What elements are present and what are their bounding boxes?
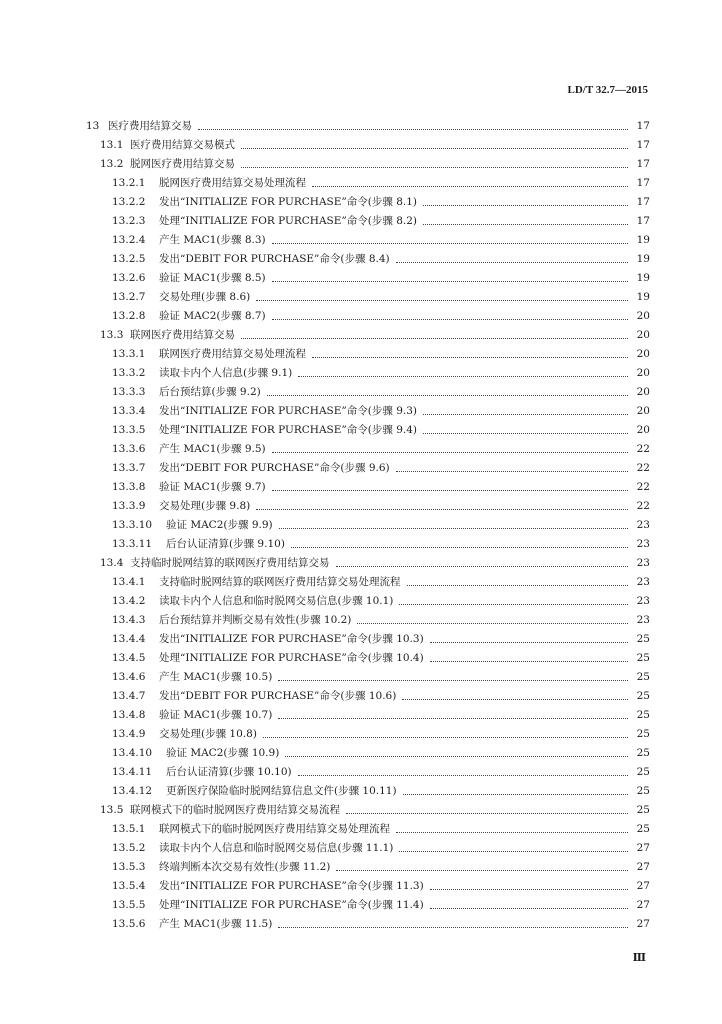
toc-entry[interactable]	[0, 725, 722, 744]
toc-entry-title: 验证 MAC1(步骤 8.5)	[159, 272, 266, 284]
toc-entry-number: 13.4	[100, 557, 124, 569]
toc-entry-number: 13.4.4	[112, 633, 146, 645]
toc-entry-page: 27	[636, 880, 650, 892]
toc-leader-dots	[272, 440, 628, 453]
toc-entry-page: 25	[636, 690, 650, 702]
toc-entry-page: 22	[636, 500, 650, 512]
toc-entry-title: 产生 MAC1(步骤 10.5)	[159, 671, 273, 683]
toc-entry-page: 25	[636, 633, 650, 645]
toc-entry-number: 13.3	[100, 329, 124, 341]
toc-entry[interactable]	[0, 839, 722, 858]
toc-entry-title: 后台预结算(步骤 9.2)	[159, 386, 261, 398]
toc-entry[interactable]	[0, 364, 722, 383]
toc-entry-number: 13.3.7	[112, 462, 146, 474]
toc-entry-title: 发出“INITIALIZE FOR PURCHASE”命令(步骤 9.3)	[159, 405, 418, 417]
toc-entry-number: 13.2.3	[112, 215, 146, 227]
toc-leader-dots	[399, 839, 628, 852]
toc-entry-title: 读取卡内个人信息(步骤 9.1)	[159, 367, 293, 379]
toc-entry-page: 25	[636, 728, 650, 740]
toc-entry-number: 13	[86, 120, 100, 132]
toc-entry-page: 19	[636, 272, 650, 284]
toc-entry[interactable]	[0, 478, 722, 497]
toc-entry-page: 25	[636, 671, 650, 683]
toc-entry-number: 13.3.11	[112, 538, 153, 550]
toc-entry-number: 13.5.5	[112, 899, 146, 911]
toc-leader-dots	[272, 478, 628, 491]
toc-entry[interactable]	[0, 231, 722, 250]
toc-entry-number: 13.5	[100, 804, 124, 816]
toc-entry[interactable]	[0, 307, 722, 326]
toc-entry[interactable]	[0, 649, 722, 668]
toc-leader-dots	[423, 402, 628, 415]
toc-leader-dots	[423, 421, 628, 434]
toc-entry-title: 验证 MAC2(步骤 10.9)	[166, 747, 280, 759]
toc-leader-dots	[399, 592, 628, 605]
toc-leader-dots	[336, 858, 628, 871]
toc-entry-title: 产生 MAC1(步骤 8.3)	[159, 234, 266, 246]
toc-entry-number: 13.2.4	[112, 234, 146, 246]
toc-entry-title: 终端判断本次交易有效性(步骤 11.2)	[159, 861, 331, 873]
toc-leader-dots	[396, 459, 628, 472]
toc-entry[interactable]	[0, 706, 722, 725]
toc-entry-title: 交易处理(步骤 9.8)	[159, 500, 251, 512]
toc-entry-number: 13.2.6	[112, 272, 146, 284]
toc-entry[interactable]	[0, 250, 722, 269]
toc-leader-dots	[336, 554, 628, 567]
toc-entry[interactable]	[0, 535, 722, 554]
toc-entry-number: 13.2.8	[112, 310, 146, 322]
toc-entry-page: 23	[636, 538, 650, 550]
toc-entry-title: 联网模式下的临时脱网医疗费用结算交易处理流程	[159, 823, 390, 835]
toc-entry-page: 20	[636, 405, 650, 417]
toc-entry[interactable]	[0, 554, 722, 573]
toc-entry-title: 医疗费用结算交易	[108, 120, 192, 132]
toc-leader-dots	[407, 573, 628, 586]
toc-entry[interactable]	[0, 573, 722, 592]
toc-entry-title: 发出“DEBIT FOR PURCHASE”命令(步骤 10.6)	[159, 690, 397, 702]
toc-entry-title: 联网医疗费用结算交易	[130, 329, 235, 341]
toc-entry-title: 验证 MAC1(步骤 10.7)	[159, 709, 273, 721]
toc-leader-dots	[396, 820, 628, 833]
toc-entry-page: 27	[636, 861, 650, 873]
toc-entry[interactable]	[0, 269, 722, 288]
toc-leader-dots	[267, 383, 628, 396]
toc-leader-dots	[272, 307, 628, 320]
toc-entry-number: 13.3.3	[112, 386, 146, 398]
toc-entry-title: 验证 MAC2(步骤 9.9)	[166, 519, 273, 531]
toc-leader-dots	[278, 706, 628, 719]
toc-leader-dots	[346, 801, 628, 814]
toc-entry-title: 发出“DEBIT FOR PURCHASE”命令(步骤 8.4)	[159, 253, 390, 265]
toc-entry-page: 27	[636, 842, 650, 854]
toc-entry-page: 23	[636, 519, 650, 531]
toc-leader-dots	[285, 744, 628, 757]
toc-entry-title: 处理“INITIALIZE FOR PURCHASE”命令(步骤 11.4)	[159, 899, 424, 911]
toc-entry[interactable]	[0, 155, 722, 174]
table-of-contents	[0, 117, 722, 934]
toc-entry-number: 13.5.3	[112, 861, 146, 873]
toc-entry-number: 13.2.1	[112, 177, 146, 189]
toc-entry[interactable]	[0, 915, 722, 934]
toc-entry-number: 13.4.9	[112, 728, 146, 740]
toc-leader-dots	[430, 630, 628, 643]
toc-entry-page: 20	[636, 310, 650, 322]
toc-entry-number: 13.4.6	[112, 671, 146, 683]
toc-entry-page: 22	[636, 443, 650, 455]
toc-entry[interactable]	[0, 402, 722, 421]
toc-entry[interactable]	[0, 193, 722, 212]
toc-leader-dots	[298, 364, 628, 377]
toc-entry-title: 发出“INITIALIZE FOR PURCHASE”命令(步骤 11.3)	[159, 880, 424, 892]
toc-entry[interactable]	[0, 801, 722, 820]
toc-entry[interactable]	[0, 288, 722, 307]
toc-entry-title: 支持临时脱网结算的联网医疗费用结算交易处理流程	[159, 576, 401, 588]
toc-leader-dots	[241, 155, 628, 168]
toc-entry-page: 25	[636, 652, 650, 664]
toc-entry[interactable]	[0, 174, 722, 193]
toc-entry-title: 读取卡内个人信息和临时脱网交易信息(步骤 11.1)	[159, 842, 394, 854]
toc-entry-number: 13.4.1	[112, 576, 146, 588]
toc-entry[interactable]	[0, 782, 722, 801]
toc-leader-dots	[423, 193, 628, 206]
toc-entry-title: 交易处理(步骤 8.6)	[159, 291, 251, 303]
toc-entry-title: 处理“INITIALIZE FOR PURCHASE”命令(步骤 8.2)	[159, 215, 418, 227]
toc-leader-dots	[423, 212, 628, 225]
toc-entry-title: 产生 MAC1(步骤 9.5)	[159, 443, 266, 455]
toc-entry[interactable]	[0, 858, 722, 877]
toc-leader-dots	[430, 649, 628, 662]
toc-entry-number: 13.1	[100, 139, 124, 151]
toc-entry-page: 23	[636, 557, 650, 569]
toc-entry-page: 17	[636, 177, 650, 189]
toc-entry-page: 27	[636, 918, 650, 930]
toc-entry-number: 13.2.7	[112, 291, 146, 303]
toc-entry-page: 17	[636, 215, 650, 227]
toc-entry-page: 27	[636, 899, 650, 911]
toc-entry[interactable]	[0, 763, 722, 782]
toc-leader-dots	[278, 915, 628, 928]
toc-leader-dots	[198, 117, 628, 130]
toc-entry-title: 支持临时脱网结算的联网医疗费用结算交易	[130, 557, 330, 569]
toc-leader-dots	[396, 250, 628, 263]
toc-entry[interactable]	[0, 383, 722, 402]
toc-leader-dots	[256, 288, 628, 301]
toc-entry-number: 13.4.3	[112, 614, 146, 626]
toc-leader-dots	[312, 345, 628, 358]
toc-entry-number: 13.3.1	[112, 348, 146, 360]
toc-entry[interactable]	[0, 459, 722, 478]
toc-entry[interactable]	[0, 440, 722, 459]
toc-entry-page: 25	[636, 823, 650, 835]
toc-entry-title: 交易处理(步骤 10.8)	[159, 728, 257, 740]
toc-entry-title: 验证 MAC2(步骤 8.7)	[159, 310, 266, 322]
toc-entry[interactable]	[0, 117, 722, 136]
toc-entry-page: 25	[636, 785, 650, 797]
toc-entry[interactable]	[0, 744, 722, 763]
toc-entry-page: 20	[636, 386, 650, 398]
toc-entry-title: 处理“INITIALIZE FOR PURCHASE”命令(步骤 10.4)	[159, 652, 424, 664]
toc-entry[interactable]	[0, 421, 722, 440]
toc-entry-page: 25	[636, 747, 650, 759]
toc-entry[interactable]	[0, 516, 722, 535]
toc-leader-dots	[256, 497, 628, 510]
toc-entry-title: 联网医疗费用结算交易处理流程	[159, 348, 306, 360]
toc-entry-number: 13.3.10	[112, 519, 153, 531]
toc-entry-title: 脱网医疗费用结算交易处理流程	[159, 177, 306, 189]
toc-leader-dots	[430, 877, 628, 890]
toc-entry-title: 读取卡内个人信息和临时脱网交易信息(步骤 10.1)	[159, 595, 394, 607]
toc-entry-page: 20	[636, 348, 650, 360]
toc-entry-page: 19	[636, 234, 650, 246]
toc-entry[interactable]	[0, 611, 722, 630]
toc-leader-dots	[263, 725, 628, 738]
toc-leader-dots	[312, 174, 628, 187]
toc-entry-number: 13.3.2	[112, 367, 146, 379]
toc-leader-dots	[241, 136, 628, 149]
toc-entry-page: 17	[636, 158, 650, 170]
toc-leader-dots	[298, 763, 628, 776]
toc-entry-title: 医疗费用结算交易模式	[130, 139, 235, 151]
toc-entry-page: 19	[636, 291, 650, 303]
toc-leader-dots	[279, 516, 628, 529]
toc-leader-dots	[291, 535, 628, 548]
toc-entry-title: 更新医疗保险临时脱网结算信息文件(步骤 10.11)	[166, 785, 397, 797]
toc-entry[interactable]	[0, 668, 722, 687]
toc-leader-dots	[430, 896, 628, 909]
toc-entry-page: 23	[636, 595, 650, 607]
toc-entry-title: 发出“DEBIT FOR PURCHASE”命令(步骤 9.6)	[159, 462, 390, 474]
toc-entry-title: 发出“INITIALIZE FOR PURCHASE”命令(步骤 8.1)	[159, 196, 418, 208]
toc-entry-number: 13.4.2	[112, 595, 146, 607]
toc-entry[interactable]	[0, 212, 722, 231]
toc-entry-number: 13.4.8	[112, 709, 146, 721]
toc-entry-number: 13.4.7	[112, 690, 146, 702]
toc-entry[interactable]	[0, 345, 722, 364]
toc-leader-dots	[403, 782, 628, 795]
toc-entry-title: 发出“INITIALIZE FOR PURCHASE”命令(步骤 10.3)	[159, 633, 424, 645]
toc-entry-page: 17	[636, 196, 650, 208]
toc-entry-number: 13.4.10	[112, 747, 153, 759]
toc-leader-dots	[272, 231, 628, 244]
toc-entry-title: 后台预结算并判断交易有效性(步骤 10.2)	[159, 614, 352, 626]
toc-leader-dots	[402, 687, 628, 700]
toc-entry-number: 13.5.1	[112, 823, 146, 835]
toc-entry-number: 13.4.11	[112, 766, 153, 778]
toc-entry[interactable]	[0, 136, 722, 155]
toc-leader-dots	[241, 326, 628, 339]
toc-leader-dots	[278, 668, 628, 681]
toc-entry-number: 13.4.12	[112, 785, 153, 797]
toc-entry-page: 22	[636, 481, 650, 493]
toc-entry-number: 13.3.8	[112, 481, 146, 493]
toc-entry[interactable]	[0, 592, 722, 611]
toc-entry-title: 处理“INITIALIZE FOR PURCHASE”命令(步骤 9.4)	[159, 424, 418, 436]
toc-entry-page: 25	[636, 804, 650, 816]
page-number: Ⅲ	[632, 952, 646, 964]
toc-entry-title: 后台认证清算(步骤 10.10)	[166, 766, 292, 778]
toc-entry-page: 20	[636, 329, 650, 341]
toc-entry-page: 25	[636, 709, 650, 721]
toc-entry-page: 22	[636, 462, 650, 474]
toc-entry[interactable]	[0, 497, 722, 516]
document-code: LD/T 32.7—2015	[567, 84, 648, 96]
toc-entry-page: 25	[636, 766, 650, 778]
toc-entry[interactable]	[0, 820, 722, 839]
toc-entry-page: 20	[636, 367, 650, 379]
toc-entry-page: 17	[636, 120, 650, 132]
toc-entry-number: 13.2.5	[112, 253, 146, 265]
toc-entry-number: 13.3.9	[112, 500, 146, 512]
toc-entry[interactable]	[0, 687, 722, 706]
toc-entry-page: 17	[636, 139, 650, 151]
toc-entry-title: 脱网医疗费用结算交易	[130, 158, 235, 170]
toc-entry-number: 13.2.2	[112, 196, 146, 208]
toc-entry[interactable]	[0, 326, 722, 345]
toc-entry-page: 20	[636, 424, 650, 436]
toc-entry-number: 13.2	[100, 158, 124, 170]
toc-entry[interactable]	[0, 896, 722, 915]
toc-entry-page: 19	[636, 253, 650, 265]
toc-entry-number: 13.3.6	[112, 443, 146, 455]
toc-entry-number: 13.5.6	[112, 918, 146, 930]
toc-entry-page: 23	[636, 614, 650, 626]
toc-entry-number: 13.3.4	[112, 405, 146, 417]
toc-entry-title: 联网模式下的临时脱网医疗费用结算交易流程	[130, 804, 340, 816]
toc-entry-title: 后台认证清算(步骤 9.10)	[166, 538, 285, 550]
toc-leader-dots	[357, 611, 628, 624]
toc-entry-page: 23	[636, 576, 650, 588]
toc-entry-number: 13.5.2	[112, 842, 146, 854]
toc-entry-number: 13.3.5	[112, 424, 146, 436]
toc-entry-title: 验证 MAC1(步骤 9.7)	[159, 481, 266, 493]
toc-entry[interactable]	[0, 630, 722, 649]
toc-leader-dots	[272, 269, 628, 282]
toc-entry-number: 13.5.4	[112, 880, 146, 892]
toc-entry-number: 13.4.5	[112, 652, 146, 664]
toc-entry-title: 产生 MAC1(步骤 11.5)	[159, 918, 273, 930]
toc-entry[interactable]	[0, 877, 722, 896]
